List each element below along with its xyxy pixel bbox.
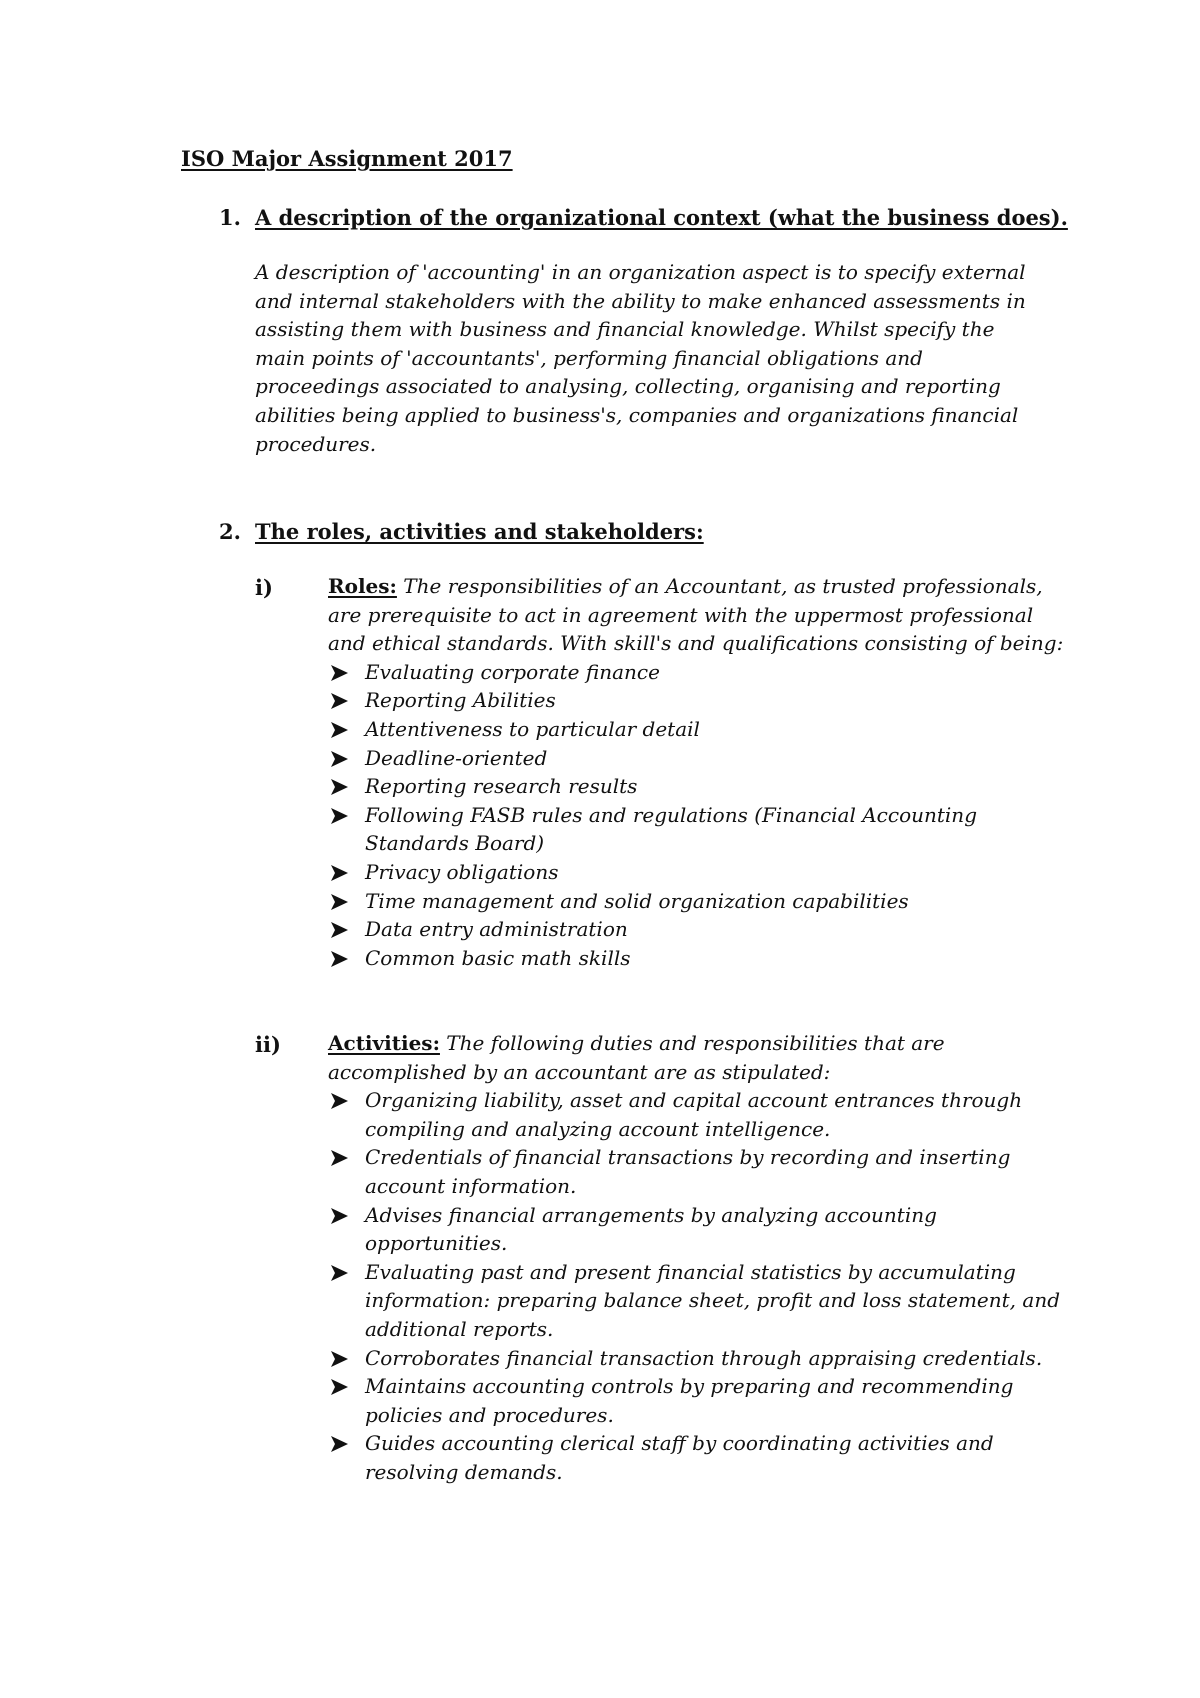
list-item-text: Time management and solid organization capabilities: [365, 888, 909, 913]
list-item: [328, 801, 1068, 858]
roles-intro: [328, 572, 1068, 658]
list-item-text: Privacy obligations: [365, 859, 559, 884]
roles-block: [328, 572, 1068, 972]
list-item-text: Organizing liability, asset and capital account entrances through compiling and analyzing account intelligence.: [365, 1088, 1023, 1141]
arrowhead-bullet-icon: [330, 951, 348, 967]
list-item-text: Deadline-oriented: [365, 745, 548, 770]
arrowhead-bullet-icon: [330, 1265, 348, 1281]
roles-numeral: i): [255, 575, 273, 600]
roles-label: Roles:: [328, 574, 397, 598]
list-item: [328, 1258, 1068, 1344]
list-item-text: Corroborates financial transaction through appraising credentials.: [365, 1345, 1043, 1370]
section-2-number: 2.: [219, 519, 241, 544]
list-item: [328, 1429, 1068, 1486]
list-item: [328, 715, 1068, 744]
list-item-text: Reporting Abilities: [365, 688, 556, 713]
activities-label: Activities:: [328, 1031, 440, 1055]
list-item: [328, 1086, 1068, 1143]
list-item: [328, 658, 1068, 687]
list-item: [328, 744, 1068, 773]
arrowhead-bullet-icon: [330, 1150, 348, 1166]
arrowhead-bullet-icon: [330, 808, 348, 824]
arrowhead-bullet-icon: [330, 779, 348, 795]
arrowhead-bullet-icon: [330, 1208, 348, 1224]
list-item: [328, 1143, 1068, 1200]
activities-numeral: ii): [255, 1032, 281, 1057]
list-item: [328, 772, 1068, 801]
list-item-text: Common basic math skills: [365, 945, 631, 970]
arrowhead-bullet-icon: [330, 751, 348, 767]
list-item: [328, 686, 1068, 715]
list-item-text: Maintains accounting controls by preparing and recommending policies and procedures.: [365, 1374, 1014, 1427]
list-item-text: Data entry administration: [365, 917, 628, 942]
list-item-text: Following FASB rules and regulations (Financial Accounting Standards Board): [365, 802, 977, 856]
list-item: [328, 887, 1068, 916]
list-item: [328, 1201, 1068, 1258]
list-item-text: Evaluating corporate finance: [365, 659, 660, 684]
section-2-heading: The roles, activities and stakeholders:: [255, 519, 704, 544]
list-item: [328, 944, 1068, 973]
section-1-body: A description of 'accounting' in an organization aspect is to specify external and internal stakeholders with the ability to make enhanced assessments in assisting them with business and financial knowledge. Whilst specify the main points of 'accountants', performing financial obligations and proceedings associated to analysing, collecting, organising and reporting abilities being applied to business's, companies and organizations financial procedures.: [255, 260, 1026, 456]
arrowhead-bullet-icon: [330, 922, 348, 938]
arrowhead-bullet-icon: [330, 1093, 348, 1109]
list-item-text: Evaluating past and present financial statistics by accumulating information: preparing balance sheet, profit and loss statement, and additional reports.: [365, 1259, 1060, 1341]
list-item: [328, 915, 1068, 944]
list-item: [328, 858, 1068, 887]
list-item-text: Attentiveness to particular detail: [365, 716, 700, 741]
arrowhead-bullet-icon: [330, 722, 348, 738]
activities-list: [328, 1086, 1068, 1486]
list-item-text: Advises financial arrangements by analyzing accounting opportunities.: [365, 1202, 937, 1256]
roles-list: [328, 658, 1068, 973]
section-1-heading: A description of the organizational context (what the business does).: [255, 205, 1068, 230]
activities-text: The following duties and responsibilities that are accomplished by an accountant are as stipulated:: [328, 1031, 945, 1084]
arrowhead-bullet-icon: [330, 865, 348, 881]
list-item-text: Reporting research results: [365, 774, 638, 799]
arrowhead-bullet-icon: [330, 693, 348, 709]
roles-text: The responsibilities of an Accountant, as trusted professionals, are prerequisite to act in agreement with the uppermost professional and ethical standards. With skill's and qualifications consisting of being:: [328, 574, 1064, 656]
section-1-number: 1.: [219, 205, 241, 230]
arrowhead-bullet-icon: [330, 1351, 348, 1367]
list-item: [328, 1344, 1068, 1373]
list-item: [328, 1372, 1068, 1429]
arrowhead-bullet-icon: [330, 894, 348, 910]
arrowhead-bullet-icon: [330, 665, 348, 681]
arrowhead-bullet-icon: [330, 1436, 348, 1452]
list-item-text: Guides accounting clerical staff by coordinating activities and resolving demands.: [365, 1431, 994, 1484]
list-item-text: Credentials of financial transactions by recording and inserting account information.: [365, 1145, 1011, 1198]
document-title: ISO Major Assignment 2017: [181, 146, 513, 171]
arrowhead-bullet-icon: [330, 1379, 348, 1395]
activities-block: [328, 1029, 1068, 1487]
activities-intro: [328, 1029, 1068, 1086]
